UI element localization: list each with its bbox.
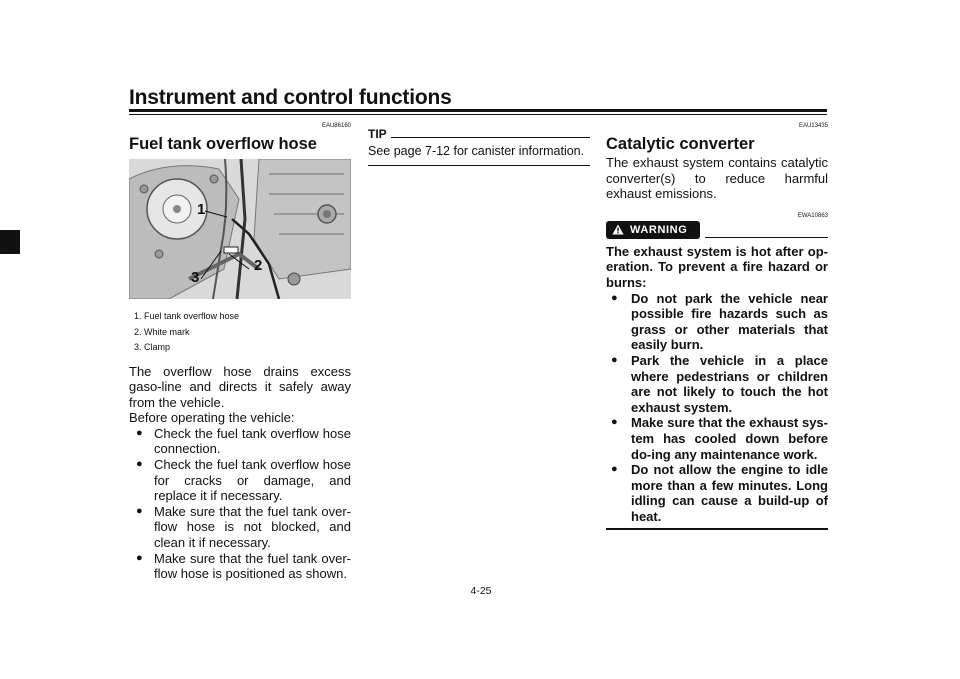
header-rule-thin — [129, 114, 827, 115]
warning-list — [610, 291, 828, 525]
callout-1: 1 — [197, 201, 206, 218]
check-item: ● Check the fuel tank overflow hose for cracks or damage, and replace it if necessary. — [135, 457, 351, 504]
fuel-tank-overflow-section — [129, 122, 351, 582]
warning-item: ● Do not allow the engine to idle more than a few minutes. Long idling can cause a build-up of heat. — [610, 462, 828, 524]
warning-item: ● Do not park the vehicle near possible fire hazards such as grass or other materials that easily burn. — [610, 291, 828, 353]
caption-item: 2. White mark — [134, 326, 190, 337]
warning-code: EWA10863 — [797, 212, 828, 219]
callout-3: 3 — [191, 269, 200, 286]
chapter-number: 4 — [8, 242, 16, 257]
section-title: Fuel tank overflow hose — [129, 135, 317, 153]
engine-figure — [129, 159, 351, 299]
warning-rule-top — [705, 237, 828, 238]
check-item: ● Make sure that the fuel tank over-flow hose is positioned as shown. — [135, 551, 351, 582]
engine-illustration — [129, 159, 351, 299]
tip-rule-bottom — [368, 165, 590, 166]
section-code: EAU86160 — [321, 123, 351, 129]
section-title: Catalytic converter — [606, 135, 755, 153]
header-rule — [129, 109, 827, 112]
warning-header — [606, 221, 828, 239]
tip-text: See page 7-12 for canister information. — [368, 144, 585, 158]
warning-item: ● Park the vehicle in a place where pedestrians or children are not likely to touch the hot exhaust system. — [610, 353, 828, 415]
warning-rule-bottom — [606, 528, 828, 530]
tip-rule-top — [391, 137, 590, 138]
warning-intro: The exhaust system is hot after op-eration. To prevent a fire hazard or burns: — [606, 243, 828, 290]
tip-header — [368, 127, 590, 141]
figure-caption-list — [129, 309, 351, 356]
tip-label: TIP — [368, 127, 387, 141]
check-item: ● Make sure that the fuel tank over-flow hose is not blocked, and clean it if necessary. — [135, 504, 351, 551]
check-list — [135, 426, 351, 582]
caption-item: 1. Fuel tank overflow hose — [134, 311, 240, 321]
catalytic-description: The exhaust system contains catalytic converter(s) to reduce harmful exhaust emissions. — [606, 155, 828, 202]
warning-triangle-icon — [612, 224, 624, 235]
page-number: 4-25 — [470, 585, 492, 597]
check-item: ● Check the fuel tank overflow hose connection. — [135, 426, 351, 457]
page-header-title: Instrument and control functions — [129, 86, 452, 109]
warning-label: WARNING — [630, 223, 688, 236]
before-operating-text: Before operating the vehicle: — [129, 410, 295, 426]
catalytic-converter-section — [606, 122, 828, 530]
warning-badge — [606, 221, 700, 239]
caption-item: 3. Clamp — [134, 342, 171, 352]
section-code: EAU13435 — [798, 123, 828, 129]
warning-item: ● Make sure that the exhaust sys-tem has cooled down before do-ing any maintenance work. — [610, 415, 828, 462]
tip-section — [368, 122, 590, 166]
overflow-hose-description: The overflow hose drains excess gaso-line and directs it safely away from the vehicle. — [129, 363, 351, 410]
callout-2: 2 — [254, 257, 263, 274]
